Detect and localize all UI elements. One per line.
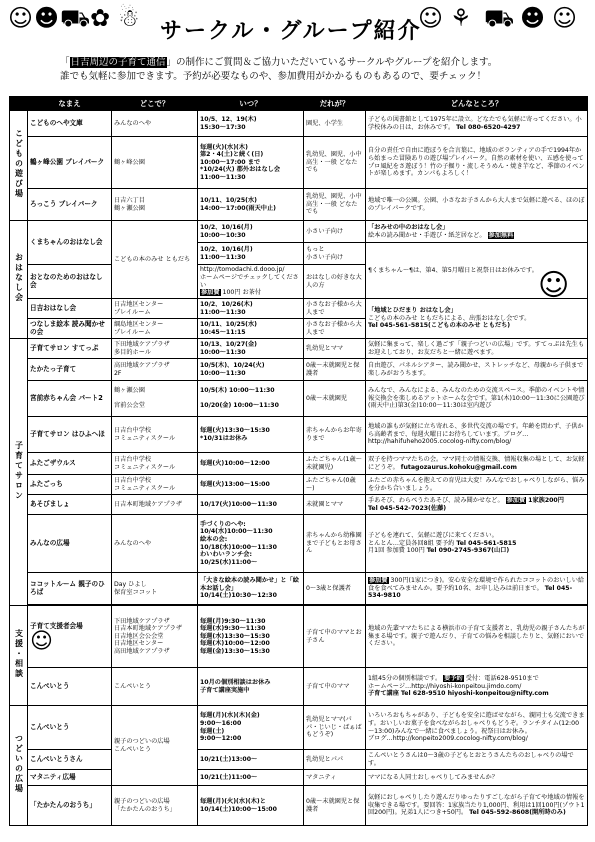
bear-illustration-icon: ☺: [538, 268, 570, 303]
baby-face-icon: ☺: [8, 4, 34, 32]
table-header-row: [10, 97, 588, 111]
doll-icon: ☻: [520, 4, 546, 32]
table-row: ふたごザウルス 日吉台中学校 コミュニティスクール 毎週(火)10:00～12:00 ふたごちゃん(1歳～未就園児) 双子を持つママたちの会。ママ同士の情報交換、情報収集の場として、お気軽にどうぞ。 futagozaurus.kohoku@gmail.com: [10, 453, 588, 475]
col-name: なまえ: [28, 97, 112, 111]
car-toy-icon: ⛟: [60, 4, 91, 32]
circle-table: [9, 96, 588, 826]
baby-icon: ☺: [552, 4, 578, 32]
sleeping-baby-icon: ☺: [30, 628, 53, 654]
table-row: つなしま絵本 読み聞かせの会 綱島地区センター プレイルーム 10/11、10/25(水) 10:45～11:15 小さなお子様から大人まで: [10, 319, 588, 339]
table-row: 「たかたんのおうち」 親子のつどいの広場 「たかたんのおうち」 毎週(月)(火)(水)(木)と 10/14(土)10:00～15:00 0歳～未就園児と保護者 気軽におしゃべりしたり遊んだりゆったりすごしながら子育てや地域の情報を収集できる場です。要回答：1家族当たり1,000円、利用は1回100円(ゾウト1回200円)。兄弟1人につき+50円。 Tel 045-592-8608(開所時のみ): [10, 786, 588, 826]
col-what: どんなところ？: [366, 97, 588, 111]
table-row: あそびましょ 日吉本町地域ケアプラザ 10/17(火)10:00～11:30 未就園とママ 手あそび、わらべうたあそび、読み聞かせなど。 参加費 1家族200円 Tel 045-542-7023(佐藤): [10, 495, 588, 515]
table-row: マタニティ広場 10/21(土)11:00～ マタニティ ママになる人同士おしゃべりしてみませんか？: [10, 770, 588, 786]
col-when: いつ？: [198, 97, 304, 111]
table-row: おとなのためのおはなし会 http://tomodachi.d.dooo.jp/ ホームページでチェックしてください 参加費 100円 お茶付 おはなしの好きな大人の方: [10, 265, 588, 299]
table-row: 鶴ヶ峰公園 プレイパーク 鶴ヶ峰公園 毎週(火)(水)(木) 第2・4(土)と続く(日) 10:00～17:00 まで *10/24(火) 郡外おはなし会 11:00～11:30 乳幼児、園児、小中高生・一般 どなたでも 自分の責任で自由に遊ぼうを合言葉に、地域のボランティアの手で1994年から始まった冒険ありの遊び場プレイパーク。自然の素材を使い、五感を使ってプロ風紀をさ遊ぼう！竹の子掘り・流しそうめん・焼き芋など、季節のイベントが楽しめます。カンパもよろしく！: [10, 137, 588, 189]
page-title: サークル・グループ紹介: [160, 19, 422, 44]
table-row: みんなの広場 みんなのへや 手づくりのへや: 10/4(水)10:00～11:30 絵本の会: 10/18(水)10:00～11:30 わいわいランチ会: 10/25(水)11:00～ 赤ちゃんから幼稚園まで子どもとお母さん 子どもを連れて、気軽に遊びに来てください。 とんとん…定員各回8組 要予約 Tel 045-561-5815 月1回 参加費 100円 Tel 090-2745-9367(山口): [10, 515, 588, 573]
teddy-bear-icon: ☺: [418, 4, 444, 32]
star-icon: ✿: [90, 4, 111, 32]
section-support: 支援・相談: [10, 606, 28, 706]
train-toy-icon: ☃: [118, 4, 140, 32]
table-row: ろっこう プレイパーク 日吉六丁目 鶴ヶ瀬公園 10/11、10/25(水) 14:00～17:00(雨天中止) 乳幼児、園児、小中高生・一般 どなたでも 地域で唯一の公園。公園、小さなお子さんから大人まで気軽に遊べる、ほのぼのプレイパークです。: [10, 189, 588, 221]
table-row: こんぺいとうさん 10/21(土)13:00～ 乳幼児とパパ こんぺいとうさんは0～3歳の子どもとおとうさんたちのおしゃべりの場です。: [10, 750, 588, 770]
table-row: 宮前赤ちゃん会 パート2 鶴ヶ瀬公園 宮前公会堂 10/5(木) 10:00～11:30 10/20(金) 10:00～11:30 0歳～未就園児 みんなで、みんなによる、みんなのための交流スペース。季節のイベントや情報交換会を楽しめるアットホームな会です。第1(木)10:00～11:30に公園遊び(雨天中止)第3(金)10:00～11:30は室内遊び: [10, 381, 588, 417]
table-row: ココットルーム 親子のひろば Day ひよし 保育室ココット 「大きな絵本の読み聞かせ」と「絵本お話し会」 10/14(土)10:30～12:30 0～3歳と保護者 参加費 300円(1家につき)。安心安全な環境で作られたココットのおいしい給食を食べてみませんか。要予約10名、お申し込みは前日まで。 Tel 045-534-9810: [10, 573, 588, 605]
table-row: こんぺいとう こんぺいとう 10月の個別相談はお休み 子育て講座実施中 子育て中のママ 1組45分の個別相談です。 要予約 受付：電話628-9510まで ホームページ…http://hiyoshi-konpeitou.jimdo.com/ 子育て講座 Tel 628-9510 hiyoshi-konpeitou@nifty.com: [10, 668, 588, 706]
child-face-icon: ☻: [34, 4, 60, 32]
table-row: こどもの遊び場 こどものへや文庫 みんなのへや 10/5、12、19(木) 15:30～17:30 園児、小学生 子どもの図書館として1975年に設立。どなたでも気軽に寄ってください。小学校休みの日は、お休みです。 Tel 080-6520-4297: [10, 111, 588, 137]
table-row: 子育てサロン はひふへほ 日吉台中学校 コミュニティスクール 毎週(火)13:30～15:30 *10/31はお休み 赤ちゃんからお年寄りまで 地域の誰もが気軽に立ち寄れる、多世代交流の場です。年齢を問わず、子供から高齢者まで、毎週火曜日にお待ちしています。ブログ…http://hahifuheho2005.cocolog-nifty.com/blog/: [10, 417, 588, 453]
table-row: 支援・相談 子育て支援者会場 ☺ 下田地域ケアプラザ 日吉本町地域ケアプラザ 日吉地区会公会堂 日吉地区センター 高田地域ケアプラザ 毎週(月)9:30～11:30 毎週(水)9:30～11:30 毎週(水)13:30～15:30 毎週(木)10:00～12:00 毎週(金)13:30～15:30 子育て中のママとお子さん 地域の先輩ママたちによる横浜市の子育て支援者と、乳幼児の親子さんたちが集まる場です。親子で遊んだり、子育ての悩みを相談したりと、気軽においでください。: [10, 606, 588, 668]
col-where: どこで？: [112, 97, 198, 111]
table-row: 10/2、10/16(月) 11:00～11:30 もっと 小さい子向け ¶くまちゃん～¶は、第4、第5月曜日と祝祭日はお休みです。: [10, 243, 588, 265]
table-row: 日吉おはなし会 日吉地区センター プレイルーム 10/2、10/26(木) 11:00～11:30 小さなお子様から大人まで 「地域とひだまり おはなし会」 こどもの本のみせ ともだちによる、出張おはなし会です。 Tel 045-561-5815(こどもの本のみせ ともだち): [10, 299, 588, 319]
section-hiroba: つどいの広場: [10, 706, 28, 826]
header: [0, 0, 595, 82]
table-row: つどいの広場 こんぺいとう 親子のつどいの広場 こんぺいとう 毎週(月)(水)(木)(金) 9:00～16:00 毎週(土) 9:00～12:00 乳幼児とママ(パパ・じいじ・ばぁばもどうぞ) いろいろおもちゃがあり、子どもを安全に遊ばせながら、親同士も交流できます。おいしいお菓子を食べながらおしゃべりもどうぞ。ランチタイム(12:00～13:00)みんなで一緒に食べましょう。祝祭日はお休み。 ブログ…http://konpeito2009.cocolog-nifty.com/blog/: [10, 706, 588, 750]
col-who: だれが？: [304, 97, 366, 111]
table-row: ふたごっち 日吉台中学校 コミュニティスクール 毎週(火)13:00～15:00 ふたごちゃん(0歳～) ふたごの赤ちゃんを抱えての育児は大変！みんなでおしゃべりしながら、悩みを分かち合いましょう。: [10, 475, 588, 495]
newsletter-name: 日吉周辺の子育て通信: [70, 57, 166, 68]
toy-car-icon: ⛟: [484, 4, 515, 32]
stroller-icon: ⚘: [450, 4, 472, 32]
section-play: こどもの遊び場: [10, 111, 28, 221]
section-story: おはなし会: [10, 221, 28, 339]
table-row: おはなし会 くまちゃんのおはなし会 こどもの本のみせ ともだち 10/2、10/16(月) 10:00～10:30 小さい子向け 「おみせの中のおはなし会」 絵本の読み聞かせ・手遊び・紙芝居など。 参加無料: [10, 221, 588, 243]
table-row: 子育てサロン 子育てサロン すてっぷ 下田地域ケアプラザ 多目的ホール 10/13、10/27(金) 10:00～11:30 乳幼児とママ 気軽に集まって、楽しく過ごす「親子つどいの広場」です。すてっぷは先生もお迎えしており、お友だちと一緒に遊べます。: [10, 339, 588, 359]
section-salon: 子育てサロン: [10, 339, 28, 606]
intro-text: 「日吉周辺の子育て通信」の制作にご質問＆ご協力いただいているサークルやグループを紹介します。 誰でも気軽に参加できます。予約が必要なものや、参加費用がかかるものもあるので、要チェック！: [60, 57, 498, 82]
table-row: たかたっ子育て 高田地域ケアプラザ 2F 10/5(木)、10/24(火) 10:00～11:30 0歳～未就園児と保護者 自由遊び、パネルシアター、読み聞かせ、ストレッチなど、母親から子供まで楽しみがおうちます。: [10, 359, 588, 381]
